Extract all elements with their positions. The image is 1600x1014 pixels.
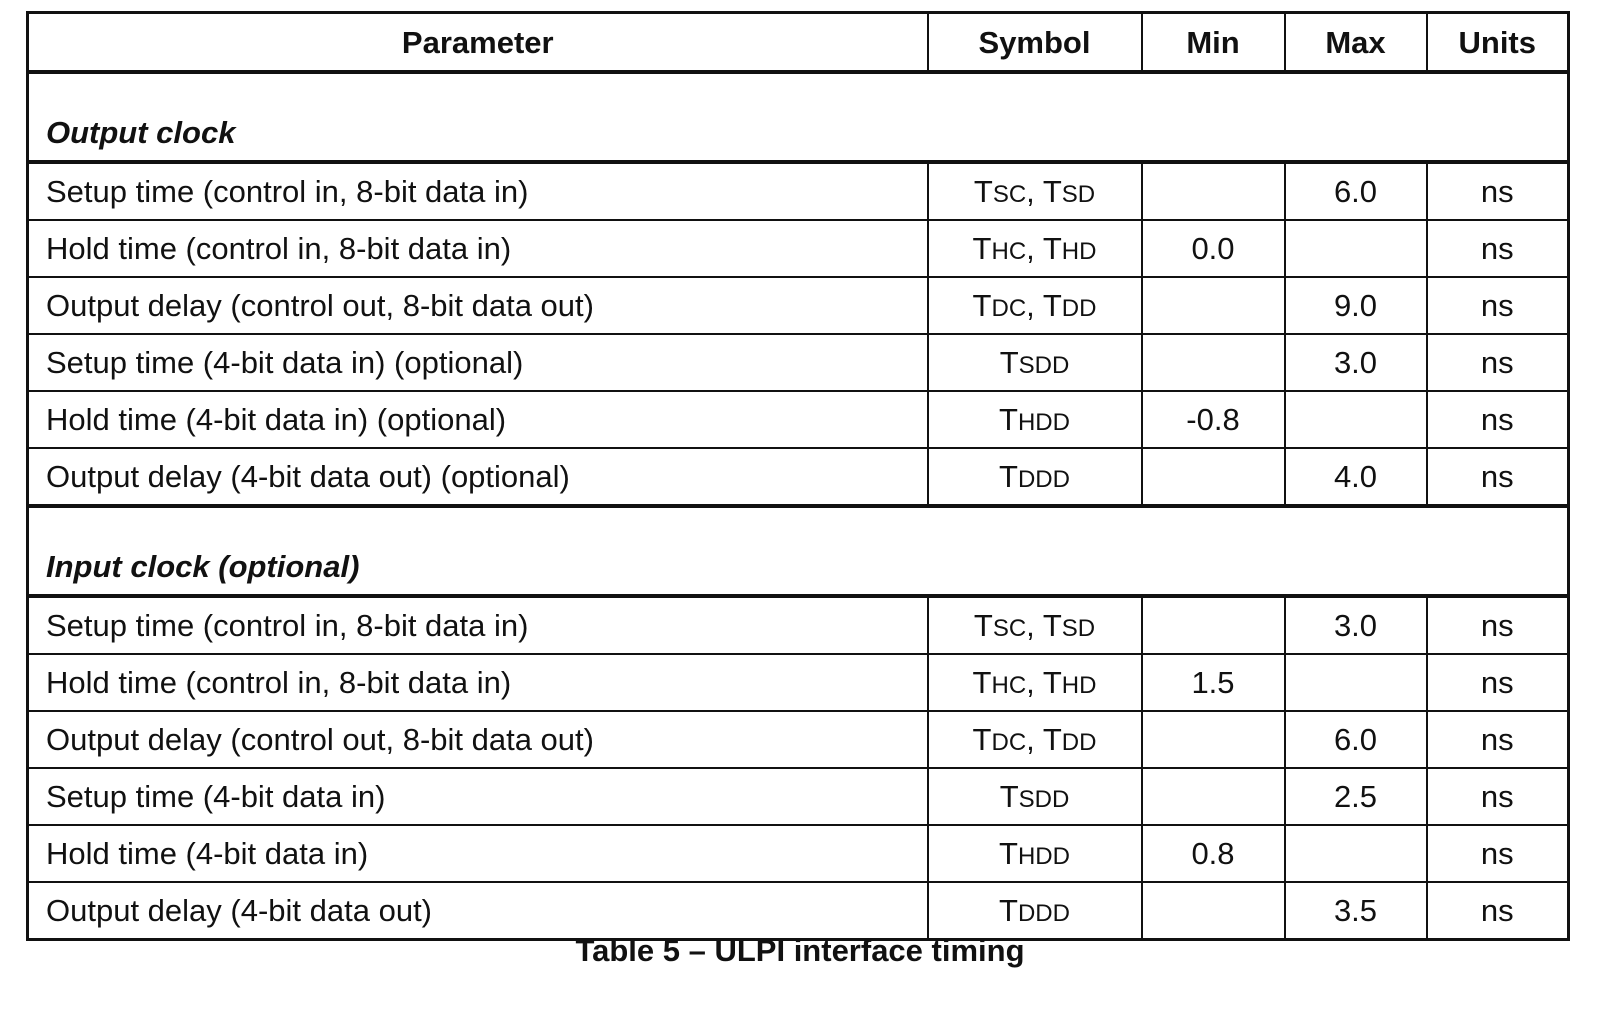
symbol-subscript: SDD	[1018, 352, 1070, 379]
units-cell: ns	[1427, 654, 1569, 711]
max-cell	[1285, 391, 1427, 448]
parameter-cell: Setup time (control in, 8-bit data in)	[28, 162, 928, 220]
table-header	[28, 13, 1569, 73]
symbol-cell	[928, 162, 1142, 220]
table-body	[28, 72, 1569, 940]
min-cell	[1142, 448, 1285, 506]
units-cell: ns	[1427, 711, 1569, 768]
max-cell: 6.0	[1285, 711, 1427, 768]
parameter-cell: Setup time (control in, 8-bit data in)	[28, 596, 928, 654]
symbol-letter: T	[999, 459, 1018, 494]
max-cell: 3.0	[1285, 334, 1427, 391]
table-row	[28, 220, 1569, 277]
symbol-letter: T	[973, 174, 993, 209]
parameter-cell: Output delay (4-bit data out)	[28, 882, 928, 940]
symbol-subscript: DC	[991, 729, 1027, 756]
symbol-letter: T	[1042, 722, 1062, 757]
units-cell: ns	[1427, 162, 1569, 220]
symbol-separator: ,	[1026, 174, 1043, 209]
units-cell: ns	[1427, 882, 1569, 940]
parameter-cell: Output delay (control out, 8-bit data out)	[28, 711, 928, 768]
table-row	[28, 448, 1569, 506]
units-cell: ns	[1427, 825, 1569, 882]
max-cell: 3.5	[1285, 882, 1427, 940]
symbol-cell	[928, 654, 1142, 711]
symbol-subscript: HD	[1061, 672, 1097, 699]
symbol-subscript: SD	[1061, 181, 1096, 208]
symbol-subscript: SD	[1061, 615, 1096, 642]
symbol-letter: T	[1042, 174, 1062, 209]
symbol-letter: T	[973, 608, 993, 643]
header-row	[28, 13, 1569, 73]
symbol-subscript: HDD	[1017, 409, 1070, 436]
header-symbol: Symbol	[928, 13, 1142, 73]
min-cell: 1.5	[1142, 654, 1285, 711]
table-row	[28, 768, 1569, 825]
symbol-subscript: DD	[1061, 295, 1097, 322]
symbol-separator: ,	[1026, 288, 1043, 323]
symbol-cell	[928, 277, 1142, 334]
table-row	[28, 391, 1569, 448]
min-cell: 0.8	[1142, 825, 1285, 882]
symbol-separator: ,	[1026, 722, 1043, 757]
symbol-separator: ,	[1026, 608, 1043, 643]
min-cell	[1142, 882, 1285, 940]
min-cell: -0.8	[1142, 391, 1285, 448]
symbol-subscript: HC	[991, 672, 1027, 699]
units-cell: ns	[1427, 768, 1569, 825]
header-max: Max	[1285, 13, 1427, 73]
symbol-cell	[928, 711, 1142, 768]
max-cell	[1285, 654, 1427, 711]
table-row	[28, 334, 1569, 391]
symbol-letter: T	[999, 836, 1018, 871]
symbol-subscript: HD	[1061, 238, 1097, 265]
max-cell	[1285, 825, 1427, 882]
symbol-subscript: DDD	[1017, 900, 1070, 927]
symbol-cell	[928, 220, 1142, 277]
symbol-cell	[928, 596, 1142, 654]
parameter-cell: Hold time (control in, 8-bit data in)	[28, 220, 928, 277]
table-row	[28, 654, 1569, 711]
symbol-cell	[928, 391, 1142, 448]
min-cell	[1142, 768, 1285, 825]
max-cell: 4.0	[1285, 448, 1427, 506]
table-row	[28, 882, 1569, 940]
parameter-cell: Hold time (4-bit data in)	[28, 825, 928, 882]
symbol-letter: T	[1042, 665, 1062, 700]
symbol-letter: T	[1042, 231, 1062, 266]
symbol-letter: T	[1042, 608, 1062, 643]
symbol-cell	[928, 448, 1142, 506]
table-row	[28, 711, 1569, 768]
parameter-cell: Setup time (4-bit data in)	[28, 768, 928, 825]
table-row	[28, 596, 1569, 654]
max-cell: 3.0	[1285, 596, 1427, 654]
symbol-cell	[928, 334, 1142, 391]
units-cell: ns	[1427, 448, 1569, 506]
min-cell: 0.0	[1142, 220, 1285, 277]
section-header-row	[28, 72, 1569, 162]
max-cell	[1285, 220, 1427, 277]
max-cell: 2.5	[1285, 768, 1427, 825]
min-cell	[1142, 334, 1285, 391]
table-row	[28, 162, 1569, 220]
table-caption: Table 5 – ULPI interface timing	[575, 933, 1025, 968]
symbol-cell	[928, 768, 1142, 825]
header-units: Units	[1427, 13, 1569, 73]
symbol-letter: T	[972, 665, 992, 700]
parameter-cell: Output delay (control out, 8-bit data out)	[28, 277, 928, 334]
parameter-cell: Hold time (4-bit data in) (optional)	[28, 391, 928, 448]
symbol-cell	[928, 825, 1142, 882]
symbol-subscript: HDD	[1017, 843, 1070, 870]
min-cell	[1142, 596, 1285, 654]
section-title: Output clock	[28, 72, 1569, 162]
section-header-row	[28, 506, 1569, 596]
header-parameter: Parameter	[28, 13, 928, 73]
table-row	[28, 277, 1569, 334]
units-cell: ns	[1427, 391, 1569, 448]
symbol-letter: T	[999, 402, 1018, 437]
min-cell	[1142, 162, 1285, 220]
symbol-letter: T	[972, 722, 992, 757]
units-cell: ns	[1427, 334, 1569, 391]
symbol-letter: T	[999, 345, 1019, 380]
symbol-letter: T	[1042, 288, 1062, 323]
ulpi-timing-table	[26, 11, 1570, 941]
symbol-subscript: SC	[992, 181, 1027, 208]
parameter-cell: Setup time (4-bit data in) (optional)	[28, 334, 928, 391]
symbol-letter: T	[972, 288, 992, 323]
symbol-letter: T	[999, 893, 1018, 928]
section-title: Input clock (optional)	[28, 506, 1569, 596]
table-row	[28, 825, 1569, 882]
max-cell: 9.0	[1285, 277, 1427, 334]
min-cell	[1142, 277, 1285, 334]
symbol-subscript: DD	[1061, 729, 1097, 756]
units-cell: ns	[1427, 220, 1569, 277]
symbol-subscript: DDD	[1017, 466, 1070, 493]
max-cell: 6.0	[1285, 162, 1427, 220]
symbol-subscript: SC	[992, 615, 1027, 642]
symbol-subscript: HC	[991, 238, 1027, 265]
parameter-cell: Output delay (4-bit data out) (optional)	[28, 448, 928, 506]
units-cell: ns	[1427, 596, 1569, 654]
header-min: Min	[1142, 13, 1285, 73]
units-cell: ns	[1427, 277, 1569, 334]
symbol-separator: ,	[1026, 665, 1043, 700]
parameter-cell: Hold time (control in, 8-bit data in)	[28, 654, 928, 711]
symbol-subscript: DC	[991, 295, 1027, 322]
symbol-cell	[928, 882, 1142, 940]
symbol-subscript: SDD	[1018, 786, 1070, 813]
symbol-separator: ,	[1026, 231, 1043, 266]
symbol-letter: T	[999, 779, 1019, 814]
symbol-letter: T	[972, 231, 992, 266]
min-cell	[1142, 711, 1285, 768]
